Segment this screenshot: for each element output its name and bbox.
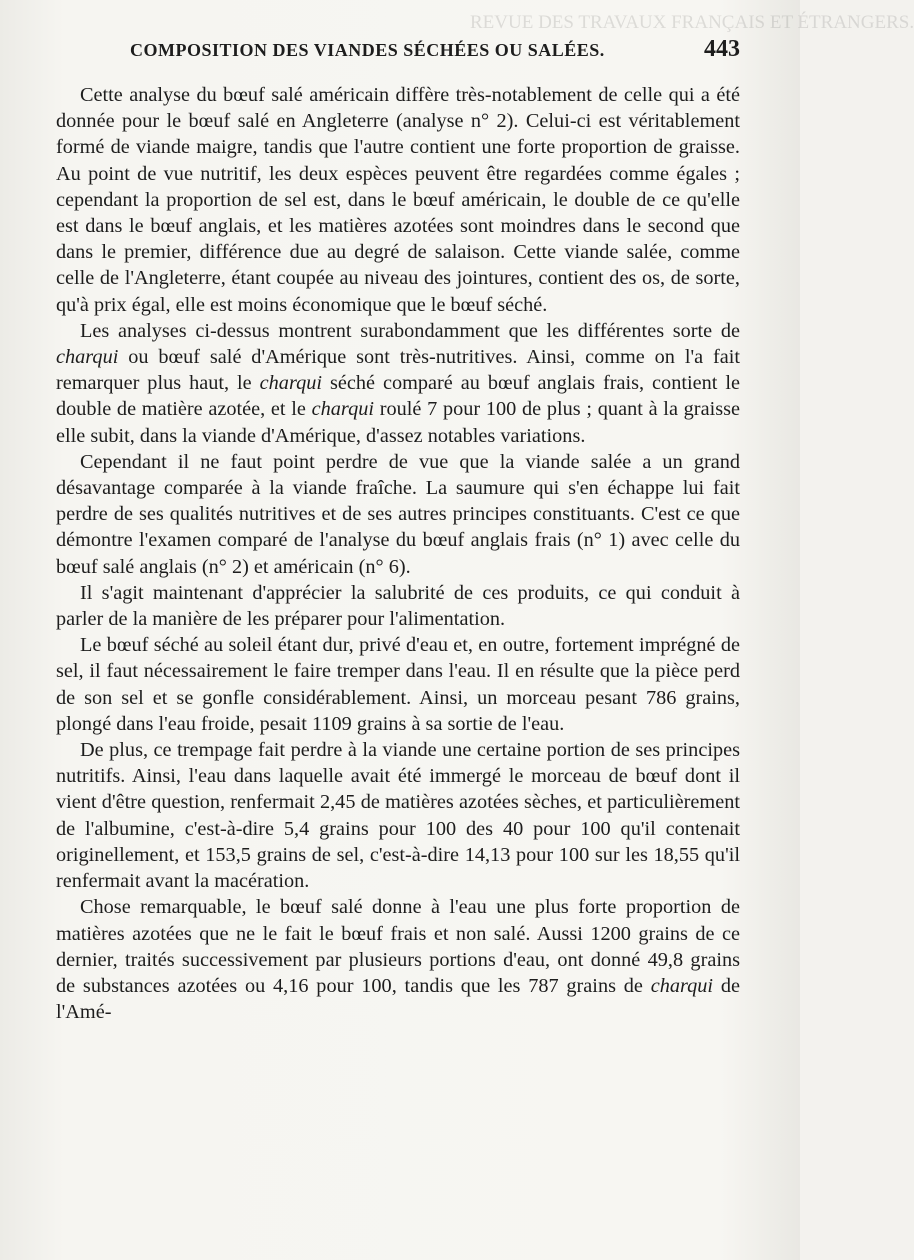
running-head: COMPOSITION DES VIANDES SÉCHÉES OU SALÉES.	[130, 40, 605, 60]
bleed-through-text: REVUE DES TRAVAUX FRANÇAIS ET ÉTRANGERS.	[470, 12, 914, 33]
italic-term: charqui	[259, 372, 322, 395]
text-run: de l'Amé-	[56, 974, 740, 1024]
text-run: séché comparé au bœuf anglais frais, contient le double de matière azotée, et le	[56, 372, 740, 421]
text-run: roulé 7 pour 100 de plus ; quant à la graisse elle subit, dans la viande d'Amérique, d'assez notables variations.	[56, 398, 740, 447]
text-run: ou bœuf salé d'Amérique sont très-nutritives. Ainsi, comme on l'a fait remarquer plus haut, le	[56, 346, 740, 395]
text-run: De plus, ce trempage fait perdre à la viande une certaine portion de ses principes nutritifs. Ainsi, l'eau dans laquelle avait été immergé le morceau de bœuf dont il vient d'être question, renfermait 2,45 de matières azotées sèches, et particulièrement de l'albumine, c'est-à-dire 5,4 grains pour 100 des 40 pour 100 qu'il contenait originellement, et 153,5 grains de sel, c'est-à-dire 14,13 pour 100 sur les 18,55 qu'il renfermait avant la macération.	[56, 739, 740, 893]
paragraph	[56, 737, 740, 894]
italic-term: charqui	[56, 346, 119, 369]
italic-term: charqui	[650, 974, 714, 997]
body-text	[56, 82, 740, 1025]
italic-term: charqui	[311, 398, 374, 421]
paragraph	[56, 449, 740, 580]
paragraph	[56, 82, 740, 318]
paragraph	[56, 632, 740, 737]
text-run: Cependant il ne faut point perdre de vue que la viande salée a un grand désavantage comparée à la viande fraîche. La saumure qui s'en échappe lui fait perdre de ses qualités nutritives et de ses autres principes constituants. C'est ce que démontre l'examen comparé de l'analyse du bœuf anglais frais (n° 1) avec celle du bœuf salé anglais (n° 2) et américain (n° 6).	[56, 450, 740, 578]
page-header	[60, 36, 740, 70]
page-number: 443	[704, 36, 740, 62]
text-run: Les analyses ci-dessus montrent surabondamment que les différentes sorte de	[80, 319, 740, 342]
text-run: Cette analyse du bœuf salé américain diffère très-notablement de celle qui a été donnée pour le bœuf salé en Angleterre (analyse n° 2). Celui-ci est véritablement formé de viande maigre, tandis que l'autre contient une forte proportion de graisse. Au point de vue nutritif, les deux espèces peuvent être regardées comme égales ; cependant la proportion de sel est, dans le bœuf américain, le double de ce qu'elle est dans le bœuf anglais, et les matières azotées sont moindres dans le second que dans le premier, différence due au degré de salaison. Cette viande salée, comme celle de l'Angleterre, étant coupée au niveau des jointures, contient des os, de sorte, qu'à prix égal, elle est moins économique que le bœuf séché.	[56, 84, 740, 316]
paragraph	[56, 894, 740, 1025]
text-run: Chose remarquable, le bœuf salé donne à l'eau une plus forte proportion de matières azotées que ne le fait le bœuf frais et non salé. Aussi 1200 grains de ce dernier, traités successivement par plusieurs portions d'eau, ont donné 49,8 grains de substances azotées ou 4,16 pour 100, tandis que les 787 grains de	[56, 896, 740, 997]
text-run: Le bœuf séché au soleil étant dur, privé d'eau et, en outre, fortement imprégné de sel, il faut nécessairement le faire tremper dans l'eau. Il en résulte que la pièce perd de son sel et se gonfle considérablement. Ainsi, un morceau pesant 786 grains, plongé dans l'eau froide, pesait 1109 grains à sa sortie de l'eau.	[56, 634, 740, 735]
paragraph	[56, 318, 740, 449]
text-run: Il s'agit maintenant d'apprécier la salubrité de ces produits, ce qui conduit à parler de la manière de les préparer pour l'alimentation.	[56, 581, 740, 631]
paragraph	[56, 580, 740, 632]
